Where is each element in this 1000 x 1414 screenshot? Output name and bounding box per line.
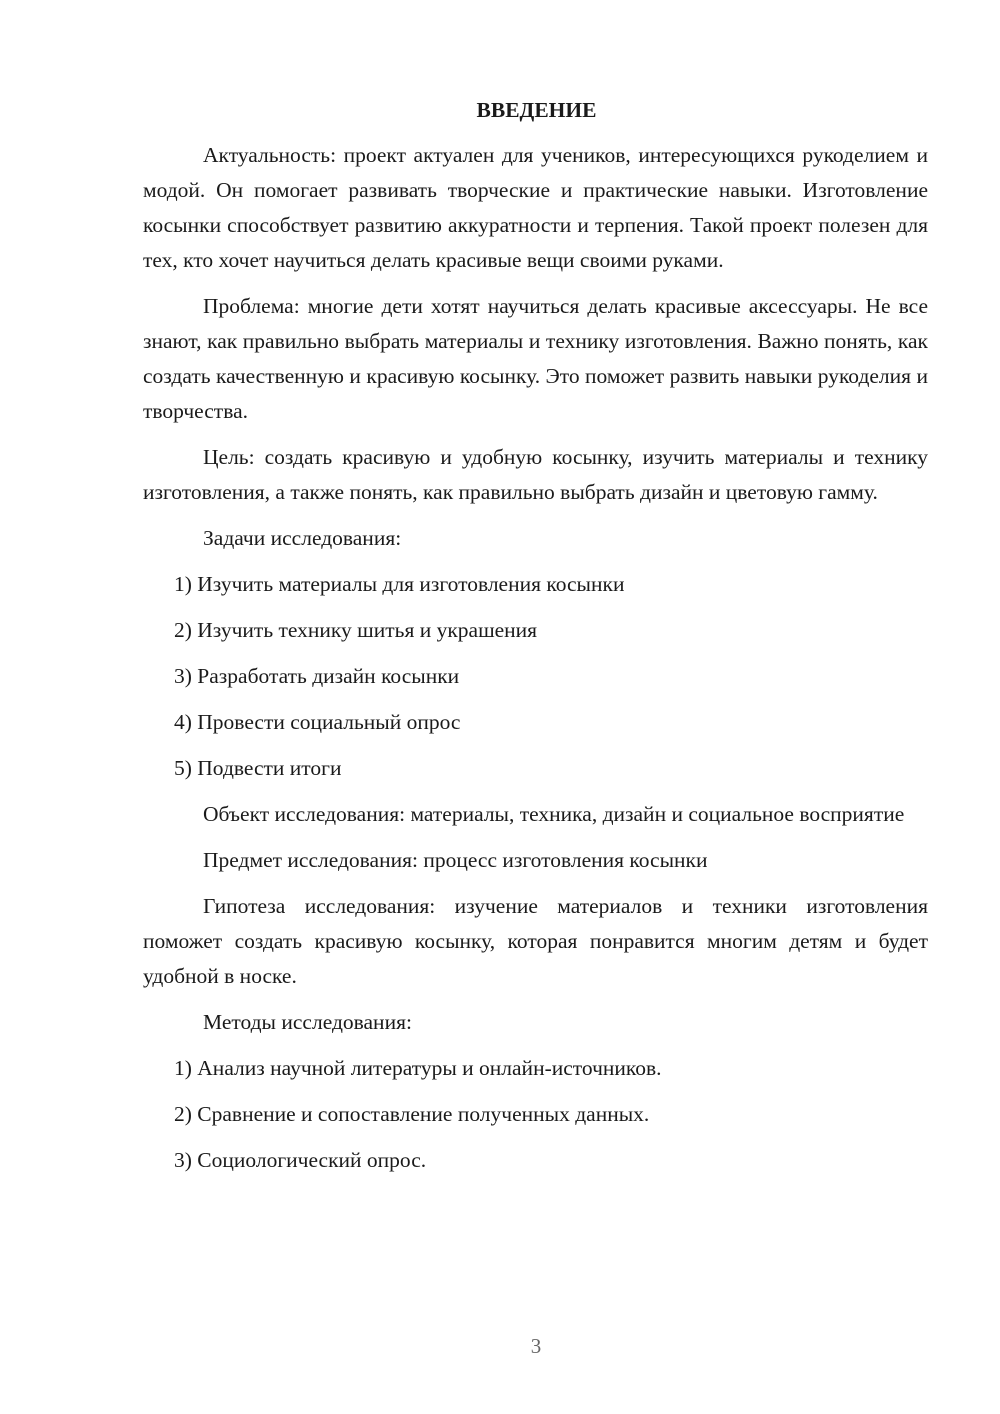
list-item: 1) Изучить материалы для изготовления косынки: [174, 572, 625, 596]
page-content: [143, 93, 928, 1189]
list-item: 2) Сравнение и сопоставление полученных данных.: [174, 1102, 650, 1126]
list-item: 2) Изучить технику шитья и украшения: [174, 618, 538, 642]
list-item: 3) Социологический опрос.: [174, 1148, 427, 1172]
object-paragraph: Объект исследования: материалы, техника, дизайн и социальное восприятие: [203, 802, 905, 826]
subject-paragraph: Предмет исследования: процесс изготовления косынки: [203, 848, 708, 872]
tasks-list: [143, 567, 928, 786]
page-title: ВВЕДЕНИЕ: [476, 98, 597, 122]
list-item: 5) Подвести итоги: [174, 756, 342, 780]
problem-paragraph: Проблема: многие дети хотят научиться делать красивые аксессуары. Не все знают, как правильно выбрать материалы и технику изготовления. Важно понять, как создать качественную и красивую косынку. Это поможет развить навыки рукоделия и творчества.: [143, 294, 928, 423]
relevance-paragraph: Актуальность: проект актуален для учеников, интересующихся рукоделием и модой. Он помогает развивать творческие и практические навыки. Изготовление косынки способствует развитию аккуратности и терпения. Такой проект полезен для тех, кто хочет научиться делать красивые вещи своими руками.: [143, 143, 928, 272]
list-item: 4) Провести социальный опрос: [174, 710, 461, 734]
list-item: 1) Анализ научной литературы и онлайн-источников.: [174, 1056, 662, 1080]
list-item: 3) Разработать дизайн косынки: [174, 664, 460, 688]
methods-list: [143, 1051, 928, 1178]
hypothesis-paragraph: Гипотеза исследования: изучение материалов и техники изготовления поможет создать красивую косынку, которая понравится многим детям и будет удобной в носке.: [143, 894, 928, 988]
page-number: 3: [530, 1334, 542, 1358]
goal-paragraph: Цель: создать красивую и удобную косынку, изучить материалы и технику изготовления, а также понять, как правильно выбрать дизайн и цветовую гамму.: [143, 445, 928, 504]
tasks-heading: Задачи исследования:: [203, 526, 402, 550]
methods-heading: Методы исследования:: [203, 1010, 412, 1034]
